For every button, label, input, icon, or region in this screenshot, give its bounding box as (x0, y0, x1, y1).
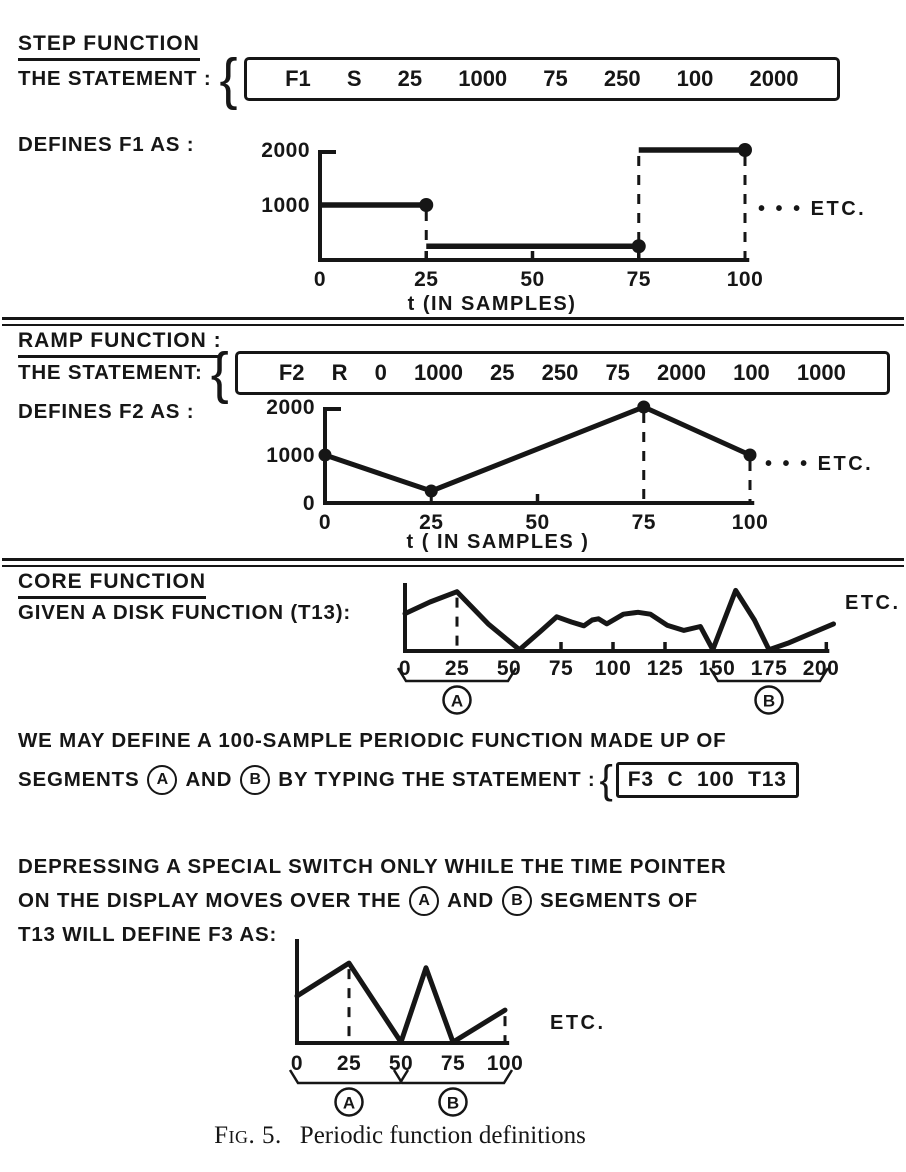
data-point (425, 485, 438, 498)
circled-a-label: A (147, 765, 177, 795)
y-tick-label: 2000 (266, 396, 315, 419)
t13-disk-plot (393, 577, 906, 729)
y-tick-label: 0 (302, 492, 315, 515)
x-tick-label: 50 (525, 511, 550, 534)
paragraph-text: SEGMENTS (18, 768, 140, 791)
y-tick-label: 1000 (261, 194, 310, 217)
x-tick-label: 75 (631, 511, 656, 534)
paragraph-line: WE MAY DEFINE A 100-SAMPLE PERIODIC FUNCTION MADE UP OF (18, 729, 727, 752)
step-statement-row (18, 47, 840, 111)
etc-label: ETC. (550, 1012, 606, 1034)
x-tick-label: 50 (388, 1052, 414, 1075)
paragraph-line (18, 886, 890, 916)
y-tick-label: 2000 (261, 139, 310, 162)
segment-letter: A (450, 691, 464, 711)
x-axis-label: t ( IN SAMPLES ) (406, 531, 590, 553)
x-tick-label: 100 (731, 511, 769, 534)
x-tick-label: 0 (290, 1052, 304, 1075)
etc-label: ETC. (845, 592, 901, 614)
data-point (738, 143, 752, 157)
circled-b-label: B (502, 886, 532, 916)
x-tick-label: 100 (726, 268, 764, 291)
x-tick-label: 25 (419, 511, 444, 534)
figure-caption-text: Periodic function definitions (299, 1122, 586, 1149)
f1-step-plot (230, 133, 906, 316)
step-title-text: STEP FUNCTION (18, 32, 200, 61)
x-tick-label: 75 (548, 657, 574, 680)
left-brace: { (599, 758, 614, 802)
x-tick-label: 50 (496, 657, 522, 680)
x-tick-label: 25 (336, 1052, 362, 1075)
data-point (637, 401, 650, 414)
function-curve (325, 407, 750, 491)
step-defines-label: DEFINES F1 AS : (18, 133, 195, 156)
x-tick-label: 0 (318, 511, 332, 534)
x-axis-label: t (IN SAMPLES) (407, 293, 577, 315)
ramp-statement-label: THE STATEMENT: (18, 361, 203, 384)
x-tick-label: 75 (626, 268, 651, 291)
x-tick-label: 100 (594, 657, 632, 680)
x-tick-label: 0 (313, 268, 327, 291)
f2-ramp-plot (230, 386, 906, 556)
x-tick-label: 125 (646, 657, 684, 680)
left-brace: { (219, 47, 238, 111)
paragraph-text: AND (185, 768, 233, 791)
x-tick-label: 25 (414, 268, 439, 291)
x-tick-label: 25 (444, 657, 470, 680)
core-given-label: GIVEN A DISK FUNCTION (T13): (18, 601, 351, 624)
core-statement-box: F3 C 100 T13 (616, 762, 799, 798)
x-tick-label: 200 (802, 657, 840, 680)
paragraph-line (18, 760, 890, 800)
etc-label: • • • ETC. (758, 198, 867, 220)
figure-caption (0, 1122, 800, 1150)
data-point (744, 449, 757, 462)
paragraph-text: AND (447, 889, 494, 912)
y-tick-label: 1000 (266, 444, 315, 467)
paragraph-line: DEPRESSING A SPECIAL SWITCH ONLY WHILE THE TIME POINTER (18, 855, 727, 878)
data-point (419, 198, 433, 212)
figure-number: Fig. 5. (214, 1122, 282, 1149)
paragraph-text: ON THE DISPLAY MOVES OVER THE (18, 889, 402, 912)
data-point (319, 449, 332, 462)
step-statement-label: THE STATEMENT : (18, 67, 212, 90)
circled-a-label: A (409, 886, 439, 916)
segment-letter: B (446, 1093, 460, 1113)
function-curve (297, 963, 505, 1042)
circled-b-label: B (240, 765, 270, 795)
paragraph-line: T13 WILL DEFINE F3 AS: (18, 923, 278, 946)
section-divider (2, 317, 904, 326)
function-curve (405, 590, 834, 649)
left-brace: { (210, 341, 229, 405)
core-title-text: CORE FUNCTION (18, 570, 206, 599)
section-divider (2, 558, 904, 567)
paragraph-text: SEGMENTS OF (540, 889, 699, 912)
x-tick-label: 100 (486, 1052, 524, 1075)
ramp-defines-label: DEFINES F2 AS : (18, 400, 195, 423)
paragraph-text: BY TYPING THE STATEMENT : (278, 768, 596, 791)
x-tick-label: 75 (440, 1052, 466, 1075)
segment-letter: A (342, 1093, 356, 1113)
x-tick-label: 50 (520, 268, 545, 291)
f3-result-plot (268, 931, 698, 1121)
step-statement-box: F1 S 25 1000 75 250 100 2000 (244, 57, 841, 101)
define-statement-paragraph (18, 729, 890, 807)
ramp-title-text: RAMP FUNCTION : (18, 329, 222, 358)
core-section-title (18, 570, 206, 599)
x-tick-label: 0 (398, 657, 412, 680)
etc-label: • • • ETC. (765, 453, 874, 475)
ramp-statement-box: F2 R 0 1000 25 250 75 2000 100 1000 (235, 351, 890, 395)
x-tick-label: 150 (698, 657, 736, 680)
segment-letter: B (762, 691, 776, 711)
x-tick-label: 175 (750, 657, 788, 680)
